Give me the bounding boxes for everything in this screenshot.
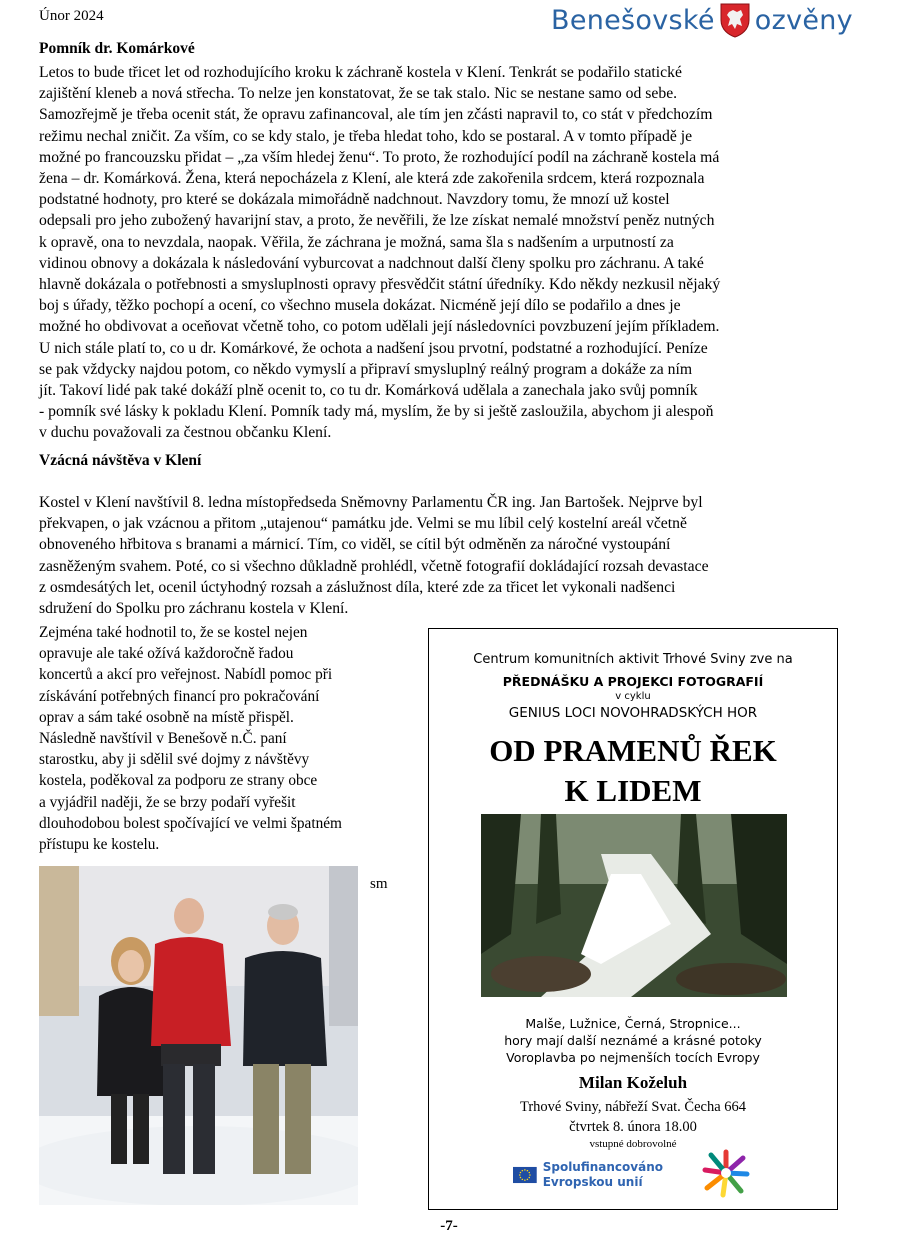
poster-title (429, 731, 837, 811)
poster-speaker: Milan Koželuh (578, 1073, 688, 1092)
poster-datetime: čtvrtek 8. února 18.00 (569, 1119, 697, 1135)
author-initials: sm (370, 876, 388, 892)
visit-photo (39, 866, 358, 1205)
eu-text-line: Evropskou unií (542, 1175, 643, 1189)
text-line: Následně navštívil v Benešově n.Č. paní (39, 730, 287, 748)
eu-flag-icon (513, 1156, 537, 1194)
poster-desc-line: Malše, Lužnice, Černá, Stropnice... (525, 1016, 741, 1031)
text-line: režimu nechal zničit. Za vším, co se kdy stalo, je třeba hledat toho, kdo se postaral. A v tomto případě je (39, 127, 693, 145)
text-line: opravuje ale také ožívá každoročně řadou (39, 645, 294, 663)
text-line: získávání potřebných financí pro pokračování (39, 687, 320, 705)
brand-right: ozvěny (754, 4, 853, 36)
text-line: Samozřejmě je třeba ocenit stát, že opravu zafinancoval, ale tím jen zčásti napravil to, co stát v předchozím (39, 106, 713, 124)
text-line: odepsali pro jeho zubožený havarijní stav, a proto, že nevěřili, že lze získat nemalé množství peněz nutných (39, 212, 715, 230)
poster-entry: vstupné dobrovolné (589, 1138, 677, 1150)
coat-of-arms-icon (719, 2, 751, 38)
eu-text (543, 1160, 663, 1190)
brand-left: Benešovské (551, 4, 715, 36)
text-line: sdružení do Spolku pro záchranu kostela v Klení. (39, 600, 349, 618)
text-line: žena – dr. Komárková. Žena, která nepocházela z Klení, ale která zde zakořenila srdcem, která rozpoznala (39, 170, 705, 188)
mas-logo-icon (701, 1148, 751, 1198)
issue-date: Únor 2024 (39, 8, 104, 24)
text-line: hlavně dokázala o potřebnosti a smysluplnosti opravy přesvědčit státní úředníky. Kdo někdy nezkusil nějaký (39, 276, 721, 294)
text-line: - pomník své lásky k pokladu Klení. Pomník tady má, myslím, že by si ještě zasloužila, abychom ji alespoň (39, 403, 714, 421)
poster-series-label: v cyklu (615, 691, 651, 702)
poster-series: GENIUS LOCI NOVOHRADSKÝCH HOR (508, 705, 758, 721)
text-line: překvapen, o jak vzácnou a přitom „utajenou“ památku jde. Velmi se mu líbil celý kostelní areál včetně (39, 515, 687, 533)
text-line: a vyjádřil naději, že se brzy podaří vyřešit (39, 793, 296, 811)
text-line: se pak vždycky najdou potom, co někdo vymyslí a připraví smysluplný reálný program a dokáže za ním (39, 360, 693, 378)
text-line: vidinou obnovy a dokázala k následování vyburcovat a nadchnout další členy spolku pro záchranu. A také (39, 254, 704, 272)
poster-description (429, 1015, 837, 1066)
text-line: zajištění kleneb a nová střecha. To nelze jen konstatovat, že se tak stalo. Nic se nestane samo od sebe. (39, 85, 678, 103)
article-body (39, 62, 839, 444)
text-line: oprav a sám také osobně na místě přispěl. (39, 708, 294, 726)
poster-address: Trhové Sviny, nábřeží Svat. Čecha 664 (519, 1099, 747, 1115)
poster-desc-line: hory mají další neznámé a krásné potoky (504, 1033, 762, 1048)
text-line: kostela, poděkoval za podporu ze strany obce (39, 772, 318, 790)
eu-cofinancing-logo (513, 1155, 663, 1195)
poster-title-line: OD PRAMENŮ ŘEK (489, 733, 777, 768)
text-line: přístupu ke kostelu. (39, 836, 160, 854)
text-line: z osmdesátých let, ocenil úctyhodný rozsah a záslužnost díla, které zde za třicet let vykonali nadšenci (39, 578, 676, 596)
poster-event-type: PŘEDNÁŠKU A PROJEKCI FOTOGRAFIÍ (502, 674, 764, 689)
masthead-logo (551, 0, 853, 40)
poster-title-line: K LIDEM (564, 773, 702, 808)
text-line: podstatné hodnoty, pro které se dokázala mimořádně nadchnout. Navzdory tomu, že mnozí už kostel (39, 191, 670, 209)
text-line: Kostel v Klení navštívil 8. ledna místopředseda Sněmovny Parlamentu ČR ing. Jan Bartošek. Nejprve byl (39, 494, 703, 511)
text-line: U nich stále platí to, co u dr. Komárkové, že ochota a nadšení jsou prvotní, podstatné a rozhodující. Peníze (39, 339, 708, 357)
text-line: obnoveného hřbitova s branami a márnicí. Tím, co viděl, se cítil být odměněn za náročné vystoupání (39, 536, 671, 554)
text-line: jít. Takoví lidé pak také dokáží plně ocenit to, co tu dr. Komárková udělala a zanechala jako svůj pomník (39, 382, 698, 400)
text-line: možné ho obdivovat a oceňovat včetně toho, co potom udělali její následovníci povzbuzení jejím příkladem. (39, 318, 720, 336)
text-line: starostku, aby ji sdělil své dojmy z návštěvy (39, 751, 310, 769)
text-line: k opravě, ona to nevzdala, naopak. Věřila, že záchrana je možná, sama šla s nadšením a urputností za (39, 233, 674, 251)
waterfall-photo (481, 814, 787, 997)
page-number: -7- (440, 1218, 458, 1234)
event-poster (428, 628, 838, 1210)
poster-desc-line: Voroplavba po nejmenších tocích Evropy (506, 1050, 760, 1065)
text-line: zasněženým svahem. Poté, co si všechno důkladně prohlédl, včetně fotografií dokládající rozsah devastace (39, 557, 709, 575)
text-line: Zejména také hodnotil to, že se kostel nejen (39, 624, 308, 641)
text-line: v duchu považovali za čestnou občanku Klení. (39, 424, 332, 442)
article-body (39, 492, 839, 619)
poster-organizer: Centrum komunitních aktivit Trhové Sviny zve na (473, 652, 793, 667)
article-title: Pomník dr. Komárkové (39, 40, 195, 57)
article-column (39, 622, 411, 855)
text-line: boj s úřady, těžko pochopí a ocení, co všechno musela dokázat. Nicméně její dílo se podařilo a dnes je (39, 297, 681, 315)
text-line: možné po francouzsku přidat – „za vším hledej ženu“. To proto, že rozhodující podíl na záchraně kostela má (39, 148, 720, 166)
text-line: koncertů a akcí pro veřejnost. Nabídl pomoc při (39, 666, 333, 684)
eu-text-line: Spolufinancováno (542, 1160, 663, 1174)
article-title: Vzácná návštěva v Klení (39, 452, 202, 469)
text-line: dlouhodobou bolest spočívající ve velmi špatném (39, 814, 342, 832)
text-line: Letos to bude třicet let od rozhodujícího kroku k záchraně kostela v Klení. Tenkrát se podařilo statické (39, 64, 682, 81)
